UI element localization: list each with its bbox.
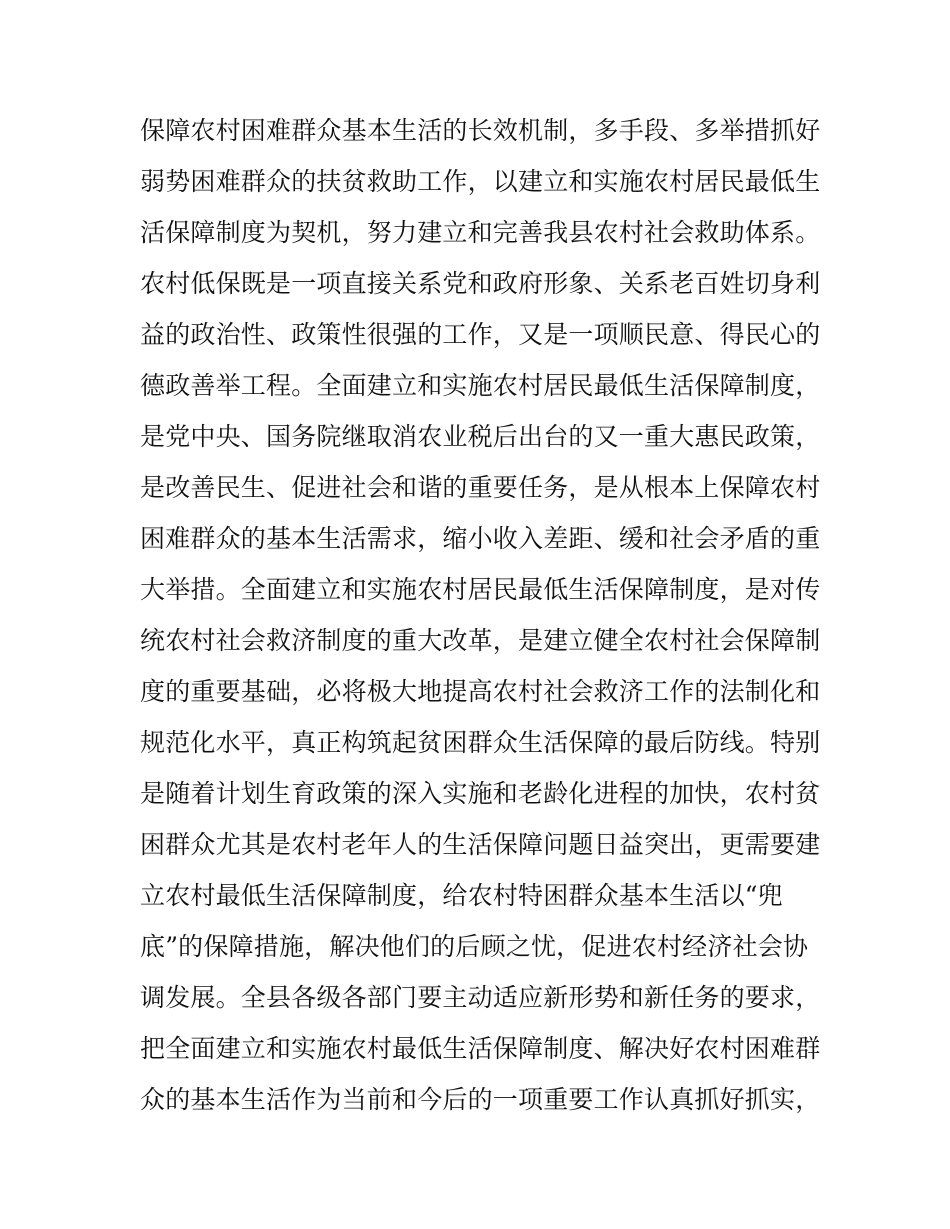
text-line-19: 把全面建立和实施农村最低生活保障制度、解决好农村困难群 (140, 1034, 821, 1063)
text-line-8: 是改善民生、促进社会和谐的重要任务，是从根本上保障农村 (140, 473, 821, 502)
text-line-14: 是随着计划生育政策的深入实施和老龄化进程的加快，农村贫 (140, 779, 821, 808)
text-line-17: 底”的保障措施，解决他们的后顾之忧，促进农村经济社会协 (140, 932, 809, 961)
text-line-5: 益的政治性、政策性很强的工作，又是一项顺民意、得民心的 (140, 320, 821, 349)
text-line-9: 困难群众的基本生活需求，缩小收入差距、缓和社会矛盾的重 (140, 524, 821, 553)
text-line-7: 是党中央、国务院继取消农业税后出台的又一重大惠民政策， (140, 422, 821, 451)
text-line-1: 保障农村困难群众基本生活的长效机制，多手段、多举措抓好 (140, 116, 821, 145)
text-line-12: 度的重要基础，必将极大地提高农村社会救济工作的法制化和 (140, 677, 821, 706)
text-line-13: 规范化水平，真正构筑起贫困群众生活保障的最后防线。特别 (140, 728, 821, 757)
text-line-20: 众的基本生活作为当前和今后的一项重要工作认真抓好抓实， (140, 1085, 821, 1114)
text-line-16: 立农村最低生活保障制度，给农村特困群众基本生活以“兜 (140, 881, 783, 910)
text-line-10: 大举措。全面建立和实施农村居民最低生活保障制度，是对传 (140, 575, 821, 604)
text-line-15: 困群众尤其是农村老年人的生活保障问题日益突出，更需要建 (140, 830, 821, 859)
text-line-2: 弱势困难群众的扶贫救助工作，以建立和实施农村居民最低生 (140, 167, 821, 196)
text-line-18: 调发展。全县各级各部门要主动适应新形势和新任务的要求， (140, 983, 821, 1012)
text-line-4: 农村低保既是一项直接关系党和政府形象、关系老百姓切身利 (140, 269, 821, 298)
text-line-6: 德政善举工程。全面建立和实施农村居民最低生活保障制度， (140, 371, 821, 400)
text-line-11: 统农村社会救济制度的重大改革，是建立健全农村社会保障制 (140, 626, 821, 655)
text-line-3: 活保障制度为契机，努力建立和完善我县农村社会救助体系。 (140, 218, 821, 247)
body-text (140, 105, 830, 1125)
